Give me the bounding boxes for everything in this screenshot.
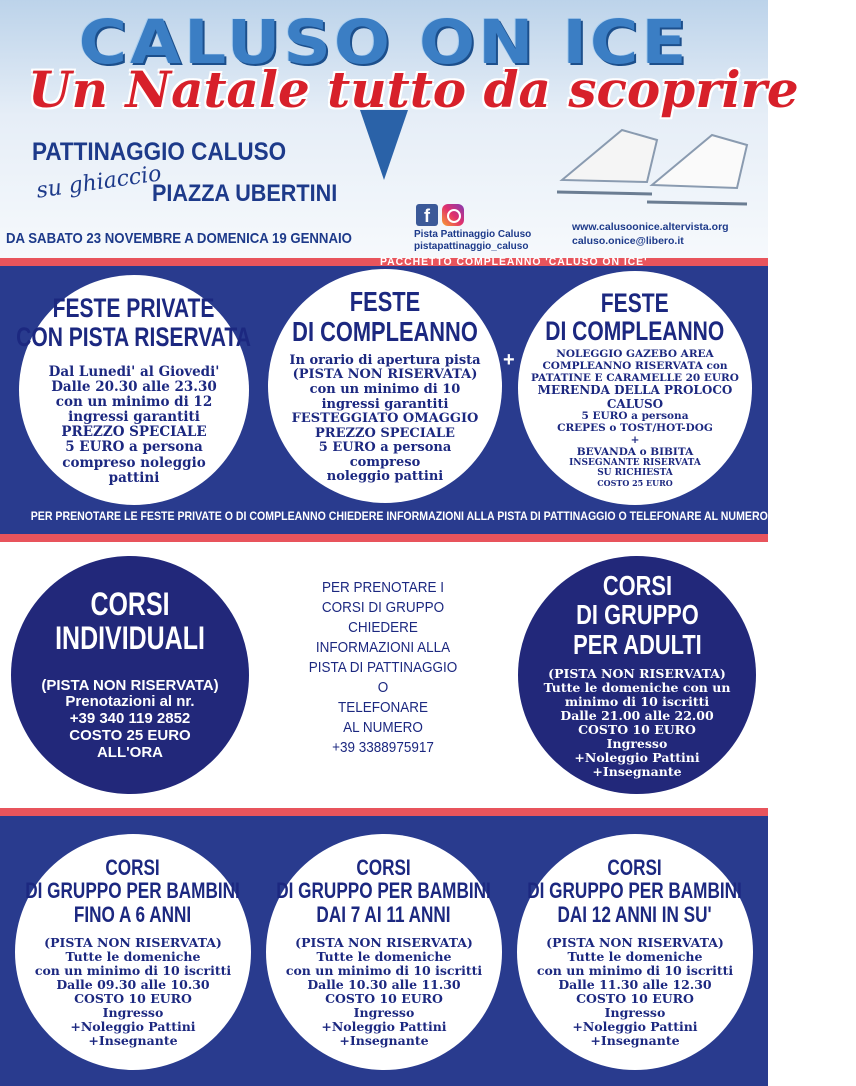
circle-title-line: CORSI [356, 855, 412, 881]
circle-text-line: Tutte le domeniche con un [543, 680, 731, 696]
circle-title-line: CORSI [105, 855, 161, 881]
kids-course-under-6-circle [15, 834, 251, 1070]
circle-title-line: DI COMPLEANNO [545, 315, 725, 346]
circle-title-line: PER ADULTI [572, 628, 702, 660]
instagram-icon[interactable] [442, 204, 464, 226]
info-line: O [377, 679, 389, 696]
circle-text-line: +Noleggio Pattini [70, 1018, 196, 1034]
circle-text-line: (PISTA NON RISERVATA) [292, 367, 478, 383]
circle-text-line: COSTO 25 EURO [597, 477, 673, 488]
plus-sign: + [503, 349, 515, 371]
email-link[interactable]: caluso.onice@libero.it [572, 235, 684, 247]
info-line: TELEFONARE [337, 699, 429, 716]
circle-text-line: Dalle 09.30 alle 10.30 [56, 976, 210, 992]
circle-text-line: PATATINE E CARAMELLE 20 EURO [531, 371, 739, 384]
circle-text-line: +Noleggio Pattini [572, 1018, 698, 1034]
circle-text-line: (PISTA NON RISERVATA) [548, 666, 726, 682]
circle-title-line: DI GRUPPO [575, 599, 699, 631]
circle-title-line: DAI 7 AI 11 ANNI [316, 901, 452, 927]
birthday-parties-circle [268, 269, 502, 503]
circle-text-line: ingressi garantiti [321, 396, 449, 412]
circle-text-line: Dalle 21.00 alle 22.00 [560, 708, 714, 724]
info-line: CHIEDERE [348, 619, 418, 636]
party-booking-info: PER PRENOTARE LE FESTE PRIVATE O DI COMPLEANNO CHIEDERE INFORMAZIONI ALLA PISTA DI PATTINAGGIO O TELEFONARE AL NUMERO +39 340 943 0935 [30, 511, 856, 523]
circle-text-line: ALL'ORA [96, 743, 164, 761]
facebook-icon[interactable]: f [416, 204, 438, 226]
event-title: CALUSO ON ICE [78, 7, 690, 78]
circle-text-line: INSEGNANTE RISERVATA [569, 458, 701, 469]
circle-text-line: 5 EURO a persona [318, 440, 452, 456]
circle-text-line: +Insegnante [590, 1032, 680, 1048]
circle-title-line: FESTE PRIVATE [53, 293, 215, 324]
circle-text-line: COSTO 10 EURO [578, 722, 696, 738]
circle-text-line: +Insegnante [88, 1032, 178, 1048]
social-accounts [414, 229, 531, 253]
circle-text-line: In orario di apertura pista [289, 352, 481, 368]
circle-text-line: (PISTA NON RISERVATA) [44, 934, 222, 950]
circle-text-line: PREZZO SPECIALE [315, 425, 455, 441]
instagram-account: pistapattinaggio_caluso [414, 241, 529, 252]
circle-text-line: MERENDA DELLA PROLOCO [537, 383, 733, 398]
circle-text-line: CALUSO [606, 396, 664, 411]
circle-text-line: +39 340 119 2852 [69, 710, 191, 728]
circle-text-line: +Insegnante [339, 1032, 429, 1048]
circle-text-line: con un minimo di 10 iscritti [34, 962, 232, 978]
adult-group-courses-circle [518, 556, 756, 794]
circle-text-line: pattini [108, 469, 160, 486]
circle-text-line: Ingresso [604, 1004, 666, 1020]
facebook-account: Pista Pattinaggio Caluso [414, 229, 532, 240]
circle-text-line: PREZZO SPECIALE [61, 424, 207, 441]
circle-title-line: INDIVIDUALI [55, 620, 205, 656]
info-line: AL NUMERO [343, 719, 423, 736]
ice-drip-shape [360, 110, 408, 180]
group-courses-booking-info [298, 578, 469, 758]
circle-text-line: COSTO 10 EURO [74, 990, 192, 1006]
circle-text-line: COMPLEANNO RISERVATA con [542, 359, 728, 372]
package-label: PACCHETTO COMPLEANNO 'CALUSO ON ICE' [380, 256, 648, 268]
circle-text-line: CREPES o TOST/HOT-DOG [557, 422, 713, 435]
info-line: +39 3388975917 [332, 739, 434, 756]
kids-course-12-plus-circle [517, 834, 753, 1070]
circle-text-line: Ingresso [102, 1004, 164, 1020]
circle-text-line: +Noleggio Pattini [574, 750, 700, 766]
circle-title-line: CON PISTA RISERVATA [16, 321, 252, 352]
circle-title-line: FESTE [349, 286, 421, 318]
circle-text-line: +Insegnante [592, 764, 682, 780]
circle-text-line: +Noleggio Pattini [321, 1018, 447, 1034]
circle-text-line: COSTO 10 EURO [576, 990, 694, 1006]
circle-title-line: FESTE [601, 287, 669, 318]
circle-text-line: con un minimo di 10 [309, 382, 461, 398]
circle-text-line: Tutte le domeniche [65, 948, 201, 964]
circle-title-line: DAI 12 ANNI IN SU' [557, 901, 713, 927]
circle-text-line: Dalle 11.30 alle 12.30 [558, 976, 712, 992]
event-subtitle: Un Natale tutto da scoprire [28, 60, 799, 119]
circle-title-line: CORSI [607, 855, 663, 881]
circle-text-line: Dal Lunedi' al Giovedi' [48, 363, 220, 380]
website-link[interactable]: www.calusoonice.altervista.org [572, 221, 729, 233]
individual-courses-circle [11, 556, 249, 794]
info-line: PISTA DI PATTINAGGIO [308, 659, 458, 676]
venue-name: PATTINAGGIO CALUSO [32, 138, 287, 166]
ice-skates-icon [552, 120, 752, 220]
circle-title-line: DI COMPLEANNO [292, 315, 478, 347]
info-line: INFORMAZIONI ALLA [315, 639, 451, 656]
circle-text-line: noleggio pattini [326, 469, 444, 485]
venue-location: PIAZZA UBERTINI [152, 180, 338, 207]
circle-title-line: DI GRUPPO PER BAMBINI [527, 878, 743, 904]
circle-text-line: + [630, 433, 640, 446]
poster-header [0, 0, 799, 258]
circle-text-line: Ingresso [353, 1004, 415, 1020]
venue-tagline: su ghiaccio [34, 161, 163, 204]
circle-text-line: compreso noleggio [62, 454, 206, 471]
circle-text-line: COSTO 10 EURO [325, 990, 443, 1006]
circle-text-line: COSTO 25 EURO [69, 726, 191, 744]
event-dates: DA SABATO 23 NOVEMBRE A DOMENICA 19 GENNAIO [6, 230, 352, 247]
circle-text-line: Dalle 20.30 alle 23.30 [51, 379, 217, 396]
circle-text-line: Prenotazioni al nr. [65, 693, 195, 711]
circle-title-line: CORSI [90, 586, 170, 623]
info-line: CORSI DI GRUPPO [321, 599, 445, 616]
circle-text-line: Tutte le domeniche [316, 948, 452, 964]
kids-course-7-11-circle [266, 834, 502, 1070]
circle-text-line: (PISTA NON RISERVATA) [295, 934, 473, 950]
circle-title-line: DI GRUPPO PER BAMBINI [25, 878, 241, 904]
social-icons [416, 204, 464, 226]
birthday-package-circle [518, 271, 752, 505]
circle-text-line: (PISTA NON RISERVATA) [546, 934, 724, 950]
circle-text-line: Dalle 10.30 alle 11.30 [307, 976, 461, 992]
circle-text-line: FESTEGGIATO OMAGGIO [291, 411, 479, 427]
circle-text-line: 5 EURO a persona [581, 410, 689, 423]
contacts [572, 220, 729, 248]
circle-text-line: Tutte le domeniche [567, 948, 703, 964]
circle-text-line: con un minimo di 10 iscritti [285, 962, 483, 978]
divider-stripe [0, 534, 768, 542]
private-parties-circle [16, 275, 252, 505]
circle-text-line: con un minimo di 12 [55, 394, 213, 411]
circle-title-line: FINO A 6 ANNI [74, 901, 192, 927]
circle-text-line: NOLEGGIO GAZEBO AREA [556, 348, 714, 361]
circle-text-line: BEVANDA o BIBITA [576, 445, 694, 458]
circle-text-line: 5 EURO a persona [65, 439, 203, 456]
circle-text-line: compreso [349, 454, 421, 470]
circle-title-line: DI GRUPPO PER BAMBINI [276, 878, 492, 904]
info-line: PER PRENOTARE I [321, 579, 445, 596]
circle-text-line: Ingresso [606, 736, 668, 752]
circle-text-line: minimo di 10 iscritti [564, 694, 710, 710]
circle-text-line: ingressi garantiti [68, 409, 200, 426]
circle-title-line: CORSI [602, 569, 672, 601]
circle-text-line: con un minimo di 10 iscritti [536, 962, 734, 978]
divider-stripe [0, 808, 768, 816]
circle-text-line: (PISTA NON RISERVATA) [41, 676, 219, 694]
circle-text-line: SU RICHIESTA [597, 468, 673, 479]
